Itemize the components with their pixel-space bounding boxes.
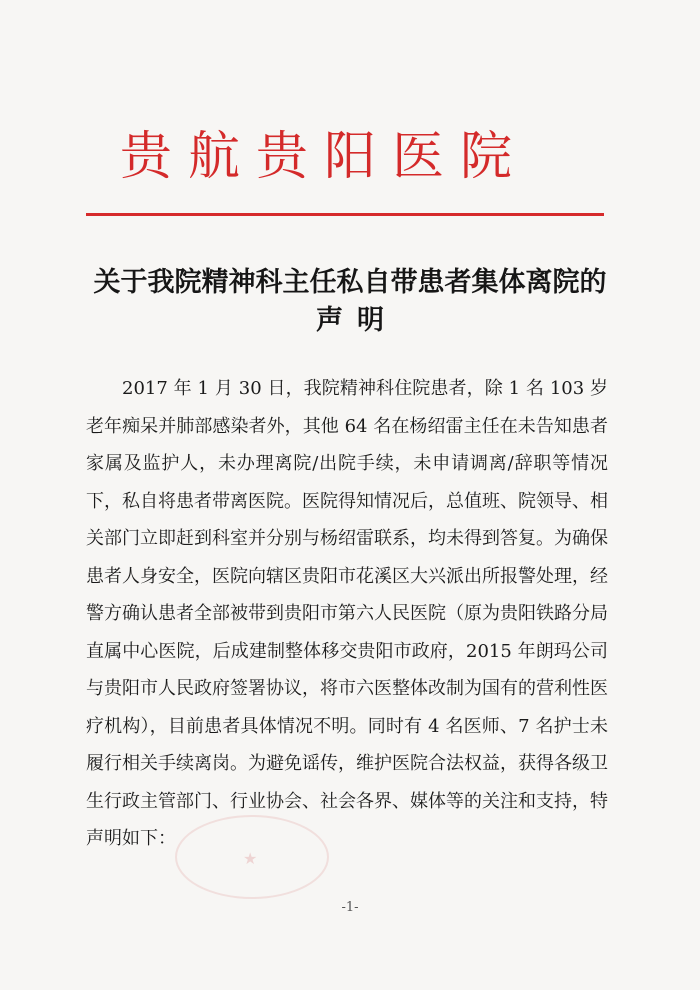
notice-title-line2: 声明 — [316, 305, 398, 336]
notice-body-paragraph: 2017 年 1 月 30 日，我院精神科住院患者，除 1 名 103 岁老年痴呆并肺部感染者外，其他 64 名在杨绍雷主任在未告知患者家属及监护人，未办理离院/出院手续，未申请调离/辞职等情况下，私自将患者带离医院。医院得知情况后，总值班、院领导、相关部门立即赶到科室并分别与杨绍雷联系，均未得到答复。为确保患者人身安全，医院向辖区贵阳市花溪区大兴派出所报警处理，经警方确认患者全部被带到贵阳市第六人民医院（原为贵阳铁路分局直属中心医院，后成建制整体移交贵阳市政府，2015 年朗玛公司与贵阳市人民政府签署协议，将市六医整体改制为国有的营利性医疗机构），目前患者具体情况不明。同时有 4 名医师、7 名护士未履行相关手续离岗。为避免谣传，维护医院合法权益，获得各级卫生行政主管部门、行业协会、社会各界、媒体等的关注和支持，特声明如下： — [86, 378, 608, 849]
letterhead-red-rule — [86, 213, 604, 216]
notice-body — [86, 370, 608, 858]
notice-title-line1: 关于我院精神科主任私自带患者集体离院的 — [93, 267, 607, 298]
seal-star-icon: ★ — [243, 849, 258, 868]
page-number: -1- — [341, 900, 359, 915]
letterhead-org-name: 贵航贵阳医院 — [120, 127, 529, 187]
